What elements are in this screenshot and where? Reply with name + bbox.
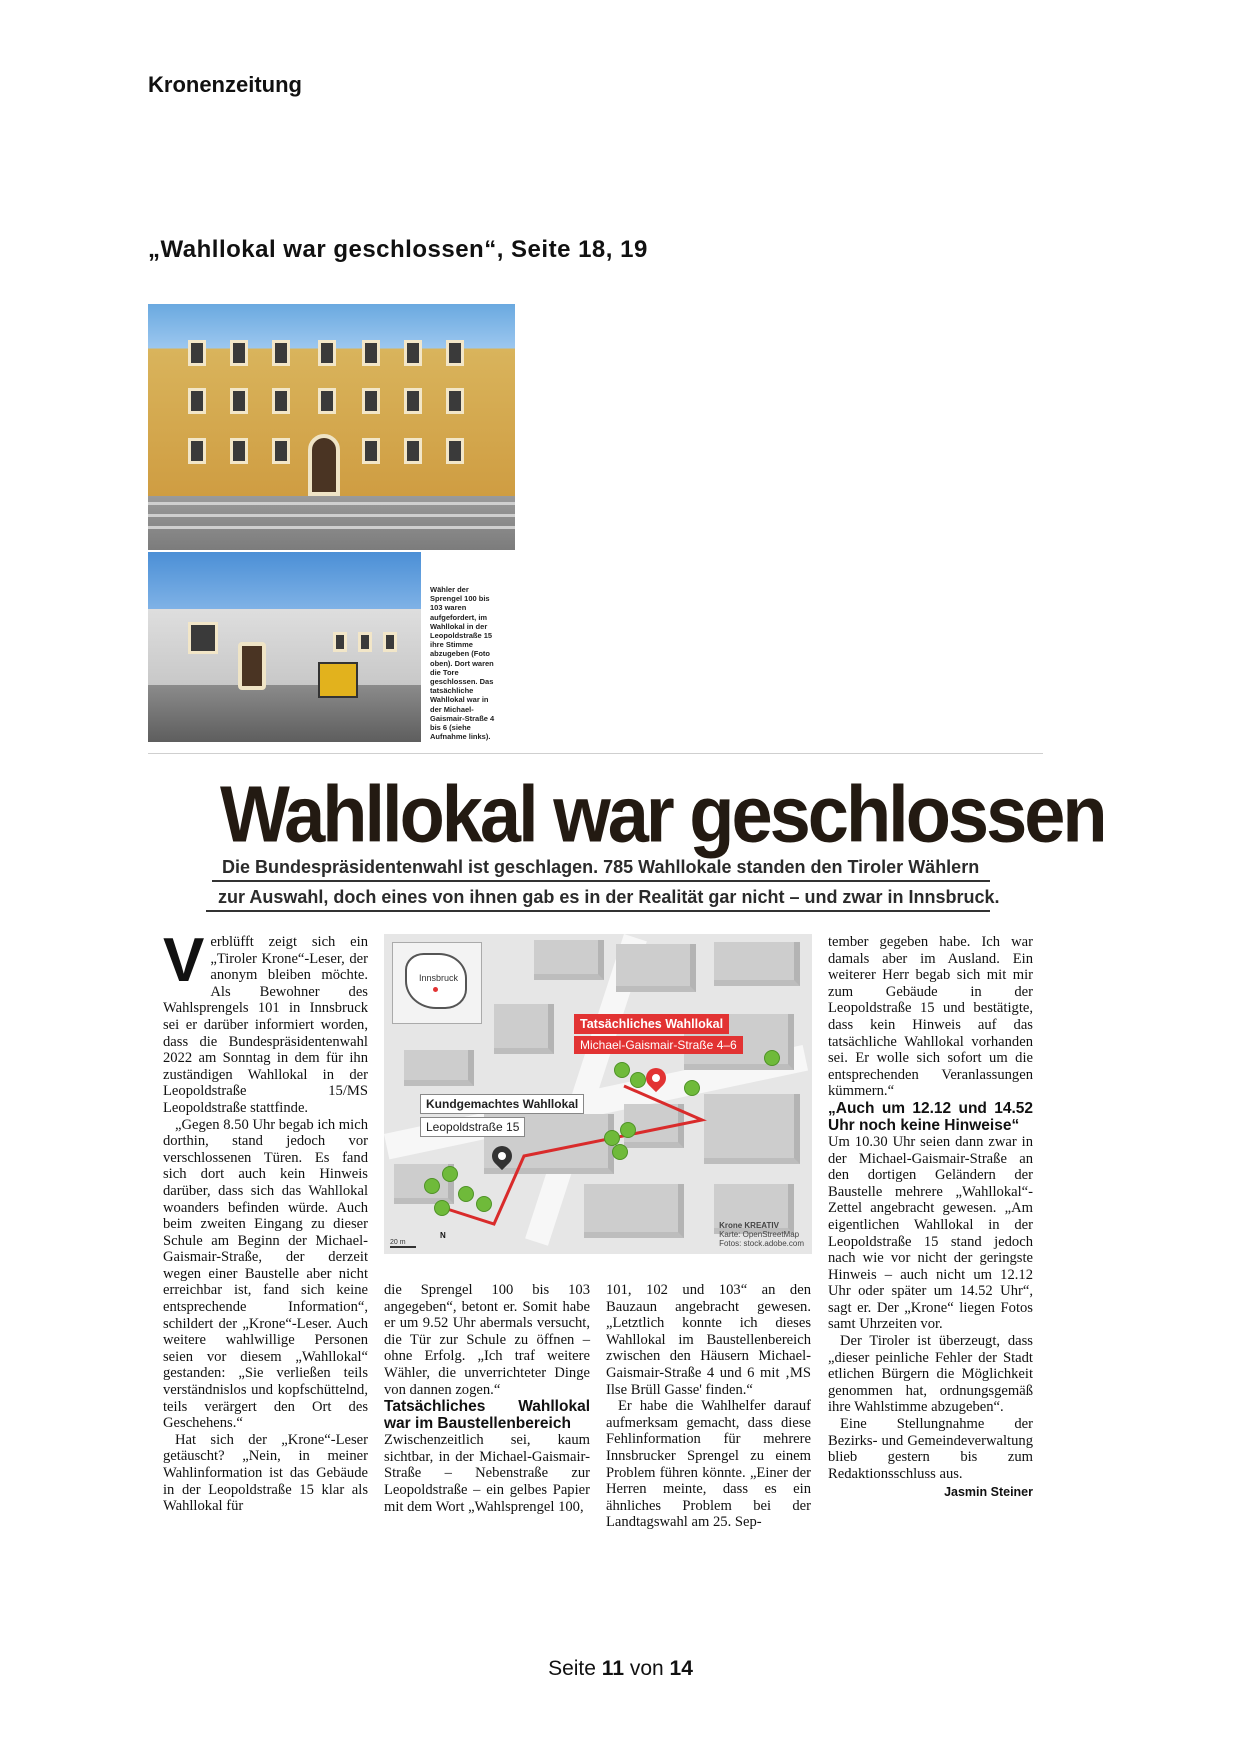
inset-label: Innsbruck: [419, 973, 459, 983]
source-title: Kronenzeitung: [148, 72, 302, 97]
paragraph: 101, 102 und 103“ an den Bauzaun angebracht gewesen. „Letztlich konnte ich dieses Wahllokal im Baustellenbereich zwischen den Häusern Michael-Gaismair-Straße 4 und 6 mit ‚MS Ilse Brüll Gasse' finden.“: [606, 1282, 811, 1398]
map-graphic: [384, 934, 812, 1254]
subheadline-rule: [206, 910, 990, 912]
paragraph: erblüfft zeigt sich ein „Tiroler Krone“-Leser, der anonym bleiben möchte. Als Bewohner des Wahlsprengels 101 in Innsbruck sei er darüber informiert worden, dass die Bundespräsidentenwahl 2022 am Sonntag in dem für ihn zuständigen Wahllokal in der Leopoldstraße 15/MS Leopoldstraße stattfinde.: [163, 934, 368, 1116]
map-inset: [392, 942, 482, 1024]
subheadline-line-2: zur Auswahl, doch eines von ihnen gab es in der Realität gar nicht – und zwar in Innsbruck.: [218, 887, 1000, 907]
article-reference: „Wahllokal war geschlossen“, Seite 18, 19: [148, 236, 648, 263]
paragraph: „Gegen 8.50 Uhr begab ich mich dorthin, stand jedoch vor verschlossenen Türen. Es fand sich dort auch kein Hinweis darüber, dass sich das Wahllokal woanders befinden würde. Auch beim zweiten Eingang zu dieser Schule am Beginn der Michael-Gaismair-Straße, der derzeit wegen einer Baustelle aber nicht erreichbar ist, fand sich keine entsprechende Information“, schildert der „Krone“-Leser. Auch weitere wahlwillige Personen seien vor diesem „Wahllokal“ gestanden: „Sie verließen teils verständnislos und kopfschüttelnd, teils verärgert den Ort des Geschehens.“: [163, 1116, 368, 1432]
page-number: Seite 11 von 14: [548, 1657, 693, 1680]
paragraph: Der Tiroler ist überzeugt, dass „dieser peinliche Fehler der Stadt etlichen Bürgern die Möglichkeit genommen hat, ordnungsgemäß ihre Wahlstimme abzugeben“.: [828, 1333, 1033, 1416]
article-column-4: [828, 934, 1033, 1501]
map-credit: Krone KREATIV Karte: OpenStreetMap Fotos: stock.adobe.com: [719, 1221, 804, 1248]
paragraph: die Sprengel 100 bis 103 angegeben“, betont er. Somit habe er um 9.52 Uhr abermals versucht, die Tür zur Schule zu öffnen – ohne Erfolg. „Ich traf weitere Wähler, die unverrichteter Dinge von dannen zogen.“: [384, 1282, 590, 1398]
north-arrow-icon: N: [440, 1231, 446, 1240]
map-scale: 20 m: [390, 1239, 416, 1248]
school-building-photo: [148, 304, 515, 550]
paragraph: Er habe die Wahlhelfer darauf aufmerksam gemacht, dass diese Fehlinformation für mehrere Innsbrucker Sprengel zu einem Problem führen könnte. „Einer der Herren meinte, dass es ein ähnliches Problem bei der Landtagswahl am 25. Sep-: [606, 1398, 811, 1531]
article-column-1: [163, 926, 368, 1515]
paragraph: Hat sich der „Krone“-Leser getäuscht? „Nein, in meiner Wahlinformation ist das Gebäude in der Leopoldstraße 15 klar als Wahllokal für: [163, 1431, 368, 1515]
subheadline-line-1: Die Bundespräsidentenwahl ist geschlagen. 785 Wahllokale standen den Tiroler Wählern: [222, 857, 980, 877]
subheading: „Auch um 12.12 und 14.52 Uhr noch keine Hinweise“: [828, 1099, 1033, 1134]
article-column-3: [606, 1282, 811, 1531]
construction-site-photo: [148, 552, 421, 742]
subheadline-rule: [212, 880, 990, 882]
paragraph: Eine Stellungnahme der Bezirks- und Gemeindeverwaltung blieb gestern bis zum Redaktionsschluss aus.: [828, 1416, 1033, 1482]
actual-polling-station-title: Tatsächliches Wahllokal: [574, 1014, 729, 1034]
paragraph: tember gegeben habe. Ich war damals aber im Ausland. Ein weiterer Herr begab sich mit mir zum Gebäude in der Leopoldstraße 15 und bestätigte, dass kein Hinweis auf das tatsächliche Wahllokal vorhanden sei. Er wolle sich sofort um die entsprechenden Veranlassungen kümmern.“: [828, 934, 1033, 1100]
article-column-2: [384, 1282, 590, 1515]
paragraph: Zwischenzeitlich sei, kaum sichtbar, in der Michael-Gaismair-Straße – Nebenstraße zur Leopoldstraße – ein gelbes Papier mit dem Wort „Wahlsprengel 100,: [384, 1432, 590, 1515]
photo-caption: Wähler der Sprengel 100 bis 103 waren aufgefordert, im Wahllokal in der Leopoldstraße 15 ihre Stimme abzugeben (Foto oben). Dort waren die Tore geschlossen. Das tatsächliche Wahllokal war in der Michael-Gaismair-Straße 4 bis 6 (siehe Aufnahme links).: [430, 585, 495, 742]
author-name: Jasmin Steiner: [944, 1485, 1033, 1500]
divider: [148, 753, 1043, 754]
announced-polling-station-address: Leopoldstraße 15: [420, 1117, 525, 1137]
actual-polling-station-address: Michael-Gaismair-Straße 4–6: [574, 1036, 743, 1054]
dropcap: V: [163, 926, 205, 995]
paragraph: Um 10.30 Uhr seien dann zwar in der Michael-Gaismair-Straße an den dortigen Geländern der Baustelle mehrere „Wahllokal“-Zettel angebracht gewesen. „Am eigentlichen Wahllokal in der Leopoldstraße 15 stand jedoch nach wie vor nicht der geringste Hinweis – auch nicht um 12.12 Uhr oder später um 14.52 Uhr“, sagt er. Der „Krone“ liegen Fotos samt Uhrzeiten vor.: [828, 1133, 1033, 1333]
subheading: Tatsächliches Wahllokal war im Baustellenbereich: [384, 1398, 590, 1433]
headline: Wahllokal war geschlossen: [220, 769, 1105, 859]
announced-polling-station-title: Kundgemachtes Wahllokal: [420, 1094, 584, 1114]
